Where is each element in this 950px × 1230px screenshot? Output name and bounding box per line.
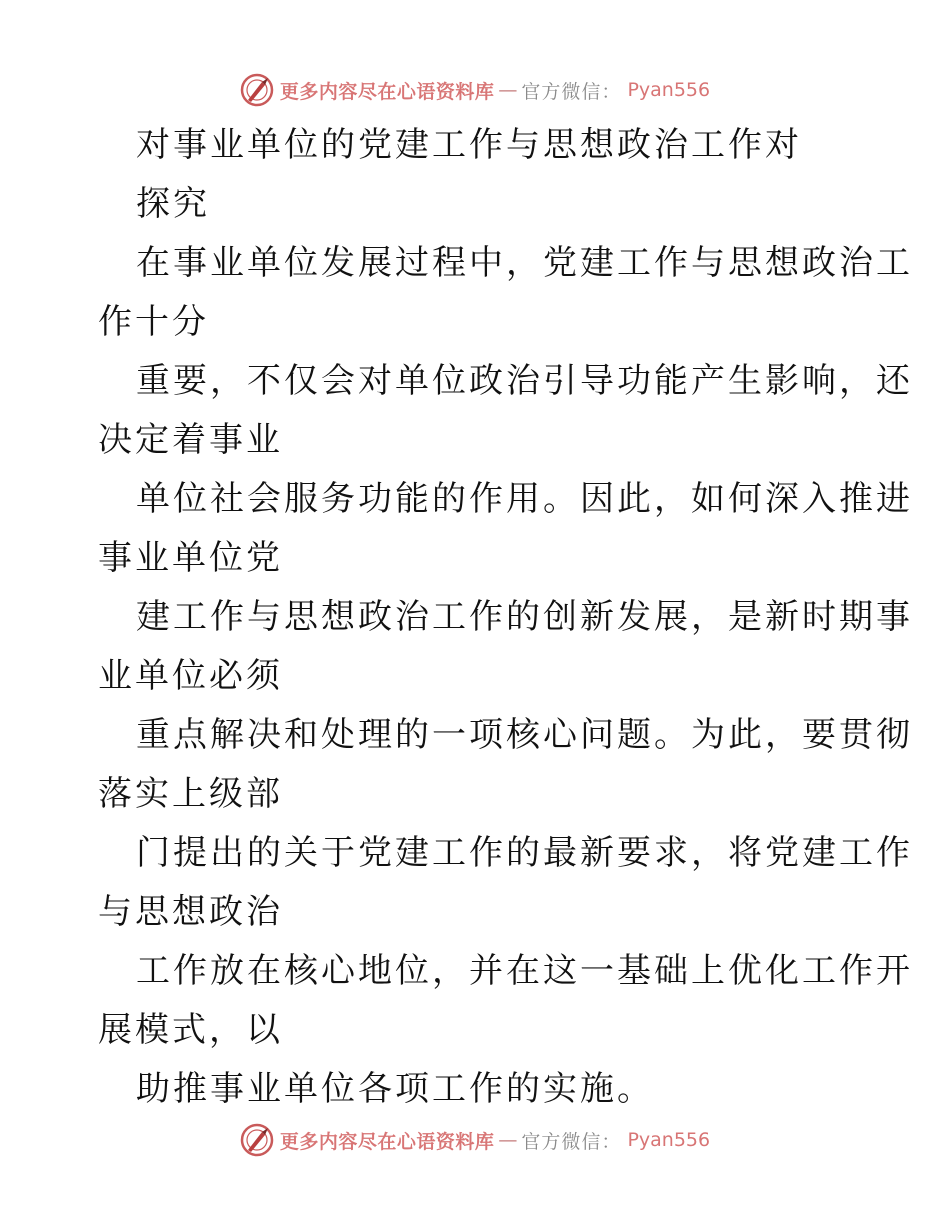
- text-line: 事业单位党: [98, 538, 283, 578]
- footer-watermark: [0, 1120, 950, 1160]
- text-line: 重要，不仅会对单位政治引导功能产生影响，还: [136, 361, 913, 401]
- quill-pen-icon: [240, 73, 274, 107]
- text-line: 落实上级部: [98, 774, 283, 814]
- text-line: 决定着事业: [98, 420, 283, 460]
- text-line: 对事业单位的党建工作与思想政治工作对: [136, 125, 802, 165]
- watermark-main-text: 更多内容尽在心语资料库: [279, 80, 495, 103]
- text-line: 业单位必须: [98, 656, 283, 696]
- header-watermark: [0, 70, 950, 110]
- quill-pen-icon: [240, 1123, 274, 1157]
- text-line: 单位社会服务功能的作用。因此，如何深入推进: [136, 479, 913, 519]
- text-line: 探究: [136, 184, 210, 224]
- text-line: 门提出的关于党建工作的最新要求，将党建工作: [136, 833, 913, 873]
- watermark-wechat-label: 官方微信：: [521, 80, 622, 103]
- text-line: 建工作与思想政治工作的创新发展，是新时期事: [136, 597, 913, 637]
- document-body: [98, 116, 913, 1119]
- watermark-wechat-label: 官方微信：: [521, 1130, 622, 1153]
- text-line: 助推事业单位各项工作的实施。: [136, 1069, 654, 1109]
- text-line: 工作放在核心地位，并在这一基础上优化工作开: [136, 951, 913, 991]
- text-line: 作十分: [98, 302, 209, 342]
- watermark-wechat-id: Pyan556: [627, 1129, 711, 1151]
- text-line: 在事业单位发展过程中，党建工作与思想政治工: [136, 243, 913, 283]
- watermark-main-text: 更多内容尽在心语资料库: [279, 1130, 495, 1153]
- watermark-dash: —: [498, 79, 518, 101]
- watermark-wechat-id: Pyan556: [627, 79, 711, 101]
- text-line: 展模式，以: [98, 1010, 283, 1050]
- watermark-dash: —: [498, 1129, 518, 1151]
- text-line: 与思想政治: [98, 892, 283, 932]
- text-line: 重点解决和处理的一项核心问题。为此，要贯彻: [136, 715, 913, 755]
